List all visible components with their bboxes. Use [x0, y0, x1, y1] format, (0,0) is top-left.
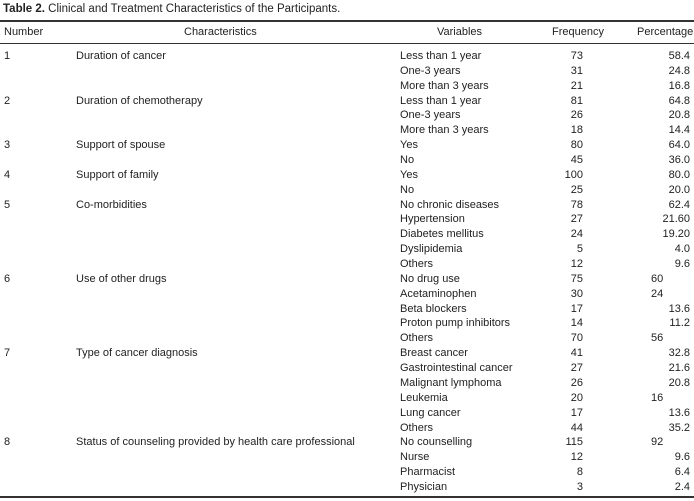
row-variable: Hypertension	[400, 213, 465, 226]
row-percentage: 56	[651, 332, 664, 345]
row-percentage: 36.0	[668, 154, 690, 167]
row-characteristic: Support of spouse	[76, 139, 166, 152]
row-variable: No drug use	[400, 272, 460, 285]
table-row	[0, 466, 694, 481]
row-variable: No	[400, 154, 415, 167]
table-row	[0, 317, 694, 332]
row-frequency: 44	[570, 421, 583, 434]
row-frequency: 80	[570, 139, 583, 152]
row-percentage: 6.4	[674, 466, 690, 479]
row-variable: Others	[400, 332, 434, 345]
row-variable: Nurse	[400, 451, 430, 464]
row-frequency: 12	[570, 258, 583, 271]
row-frequency: 81	[570, 94, 583, 107]
row-percentage: 64.8	[668, 94, 690, 107]
row-percentage: 13.6	[668, 302, 690, 315]
row-frequency: 45	[570, 154, 583, 167]
row-characteristic: Status of counseling provided by health care professional	[76, 436, 355, 449]
row-percentage: 21.60	[662, 213, 690, 226]
row-percentage: 9.6	[674, 451, 690, 464]
table-row	[0, 451, 694, 466]
table-row	[0, 243, 694, 258]
table-row	[0, 50, 694, 65]
table-row	[0, 288, 694, 303]
row-percentage: 60	[651, 272, 664, 285]
row-percentage: 4.0	[674, 243, 690, 256]
row-frequency: 73	[570, 50, 583, 62]
row-percentage: 11.2	[669, 317, 690, 330]
row-frequency: 5	[576, 243, 583, 256]
header-frequency: Frequency	[552, 26, 604, 38]
table-row	[0, 362, 694, 377]
row-percentage: 14.4	[668, 124, 690, 137]
row-frequency: 75	[570, 272, 583, 285]
row-frequency: 70	[570, 332, 583, 345]
row-frequency: 17	[570, 302, 583, 315]
row-frequency: 12	[570, 451, 583, 464]
row-frequency: 27	[570, 213, 583, 226]
table-row	[0, 124, 694, 139]
row-frequency: 27	[570, 362, 583, 375]
table-row	[0, 481, 694, 496]
row-frequency: 115	[565, 436, 583, 449]
row-variable: Others	[400, 421, 434, 434]
row-frequency: 26	[570, 376, 583, 389]
header-rule	[0, 43, 694, 44]
row-frequency: 8	[576, 466, 583, 479]
row-variable: Pharmacist	[400, 466, 456, 479]
row-frequency: 14	[570, 317, 583, 330]
row-variable: Dyslipidemia	[400, 243, 463, 256]
row-frequency: 24	[570, 228, 583, 241]
table-row	[0, 377, 694, 392]
table-row	[0, 392, 694, 407]
row-characteristic: Support of family	[76, 168, 159, 181]
row-variable: Leukemia	[400, 391, 448, 404]
table-row	[0, 109, 694, 124]
row-variable: Less than 1 year	[400, 50, 482, 62]
row-variable: Lung cancer	[400, 406, 461, 419]
row-variable: Breast cancer	[400, 347, 468, 360]
row-variable: Others	[400, 258, 434, 271]
table-row	[0, 258, 694, 273]
table-row	[0, 228, 694, 243]
row-percentage: 35.2	[668, 421, 690, 434]
row-frequency: 21	[570, 79, 583, 92]
row-number: 5	[4, 198, 11, 211]
row-percentage: 58.4	[668, 50, 690, 62]
row-percentage: 20.0	[668, 183, 690, 196]
table-row	[0, 347, 694, 362]
row-number: 7	[4, 347, 11, 360]
row-variable: Yes	[400, 168, 418, 181]
table-row	[0, 422, 694, 437]
table-row	[0, 436, 694, 451]
row-percentage: 16	[651, 391, 664, 404]
row-variable: No counselling	[400, 436, 473, 449]
table-row	[0, 199, 694, 214]
table-row	[0, 273, 694, 288]
table-row	[0, 332, 694, 347]
header-percentage: Percentage	[637, 26, 694, 38]
row-variable: One-3 years	[400, 64, 461, 77]
table-caption	[3, 3, 340, 15]
row-frequency: 20	[570, 391, 583, 404]
table-row	[0, 139, 694, 154]
row-percentage: 20.8	[668, 109, 690, 122]
row-variable: More than 3 years	[400, 124, 489, 137]
table-row	[0, 154, 694, 169]
row-percentage: 24.8	[668, 64, 690, 77]
table-row	[0, 407, 694, 422]
header-variables: Variables	[437, 26, 483, 38]
row-variable: Diabetes mellitus	[400, 228, 484, 241]
table-row	[0, 184, 694, 199]
header-number: Number	[4, 26, 44, 38]
row-variable: Malignant lymphoma	[400, 376, 502, 389]
row-frequency: 3	[576, 480, 583, 493]
bottom-rule	[0, 496, 694, 498]
row-variable: Proton pump inhibitors	[400, 317, 511, 330]
row-percentage: 64.0	[668, 139, 690, 152]
row-frequency: 78	[570, 198, 583, 211]
row-variable: Less than 1 year	[400, 94, 482, 107]
row-frequency: 41	[570, 347, 583, 360]
row-percentage: 19.20	[662, 228, 690, 241]
row-percentage: 24	[651, 287, 664, 300]
row-variable: One-3 years	[400, 109, 461, 122]
table-title: Clinical and Treatment Characteristics of the Participants.	[48, 3, 341, 15]
header-characteristics: Characteristics	[184, 26, 257, 38]
row-characteristic: Duration of chemotherapy	[76, 94, 203, 107]
row-frequency: 31	[570, 64, 583, 77]
row-characteristic: Co-morbidities	[76, 198, 147, 211]
row-percentage: 92	[651, 436, 664, 449]
row-percentage: 32.8	[668, 347, 690, 360]
row-frequency: 26	[570, 109, 583, 122]
row-number: 8	[4, 436, 11, 449]
row-frequency: 17	[570, 406, 583, 419]
row-percentage: 16.8	[668, 79, 690, 92]
table-label: Table 2.	[3, 3, 45, 15]
table-row	[0, 169, 694, 184]
row-number: 6	[4, 272, 11, 285]
row-variable: Beta blockers	[400, 302, 467, 315]
row-frequency: 100	[564, 168, 583, 181]
row-variable: More than 3 years	[400, 79, 489, 92]
row-percentage: 21.6	[668, 362, 690, 375]
row-variable: No	[400, 183, 415, 196]
row-variable: Physician	[400, 480, 448, 493]
row-frequency: 25	[570, 183, 583, 196]
row-number: 3	[4, 139, 11, 152]
row-variable: Yes	[400, 139, 418, 152]
row-percentage: 62.4	[668, 198, 690, 211]
row-characteristic: Type of cancer diagnosis	[76, 347, 198, 360]
row-variable: No chronic diseases	[400, 198, 500, 211]
row-number: 1	[4, 50, 11, 62]
row-percentage: 80.0	[668, 168, 690, 181]
row-percentage: 9.6	[674, 258, 690, 271]
row-number: 4	[4, 168, 11, 181]
row-characteristic: Use of other drugs	[76, 272, 167, 285]
row-number: 2	[4, 94, 11, 107]
table-row	[0, 95, 694, 110]
top-rule	[0, 20, 694, 22]
row-variable: Gastrointestinal cancer	[400, 362, 513, 375]
row-characteristic: Duration of cancer	[76, 50, 166, 62]
row-frequency: 18	[570, 124, 583, 137]
row-frequency: 30	[570, 287, 583, 300]
table-row	[0, 80, 694, 95]
table-row	[0, 303, 694, 318]
row-variable: Acetaminophen	[400, 287, 477, 300]
row-percentage: 2.4	[674, 480, 690, 493]
table-row	[0, 213, 694, 228]
table-row	[0, 65, 694, 80]
row-percentage: 13.6	[668, 406, 690, 419]
row-percentage: 20.8	[668, 376, 690, 389]
